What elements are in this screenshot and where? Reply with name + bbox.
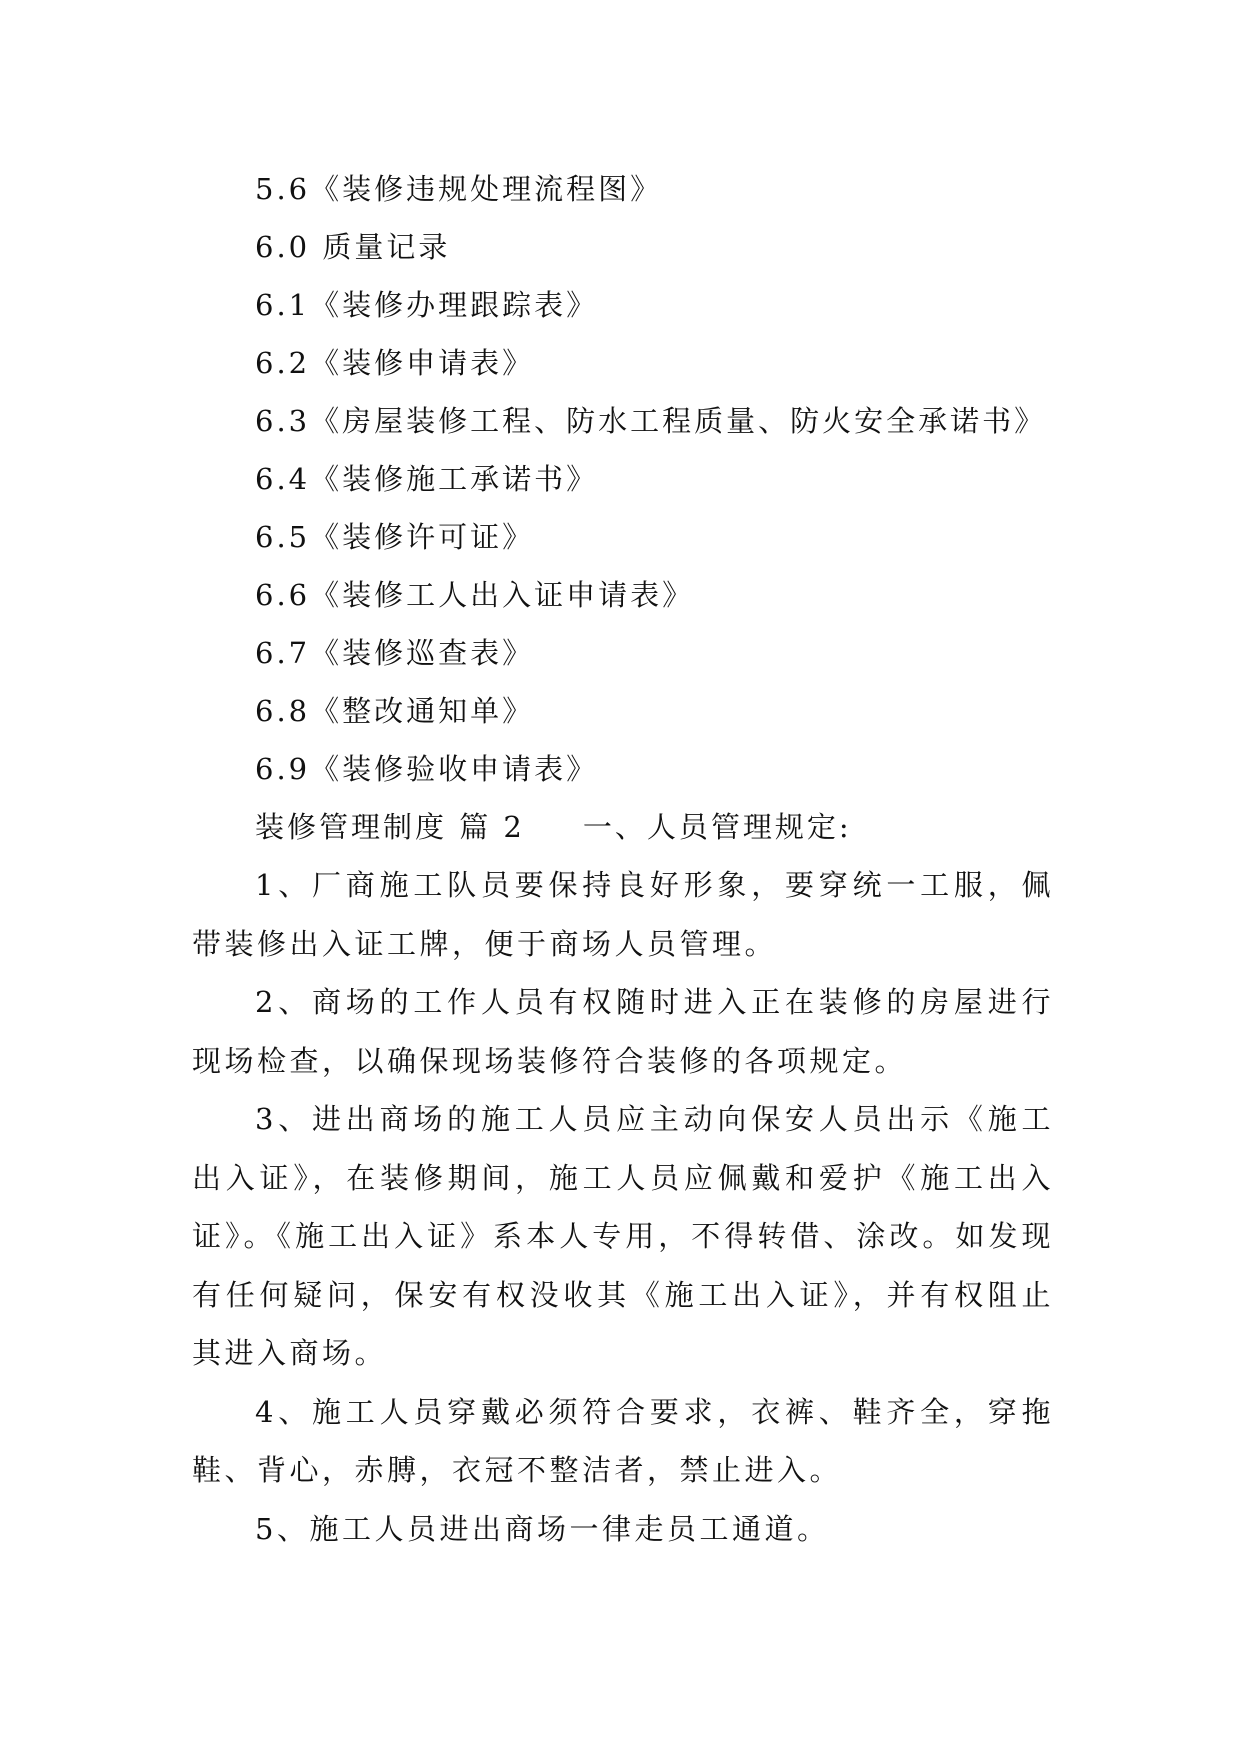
section-heading <box>192 798 1054 856</box>
paragraph: 4、施工人员穿戴必须符合要求，衣裤、鞋齐全，穿拖鞋、背心，赤膊，衣冠不整洁者，禁止进入。 <box>192 1394 1054 1487</box>
list-item: 6.2《装修申请表》 <box>255 346 535 380</box>
list-item: 6.0 质量记录 <box>255 230 451 264</box>
paragraph: 3、进出商场的施工人员应主动向保安人员出示《施工出入证》，在装修期间，施工人员应佩戴和爱护《施工出入证》。《施工出入证》系本人专用，不得转借、涂改。如发现有任何疑问，保安有权没收其《施工出入证》，并有权阻止其进入商场。 <box>192 1102 1054 1370</box>
list-item: 6.1《装修办理跟踪表》 <box>255 288 599 322</box>
section-title: 装修管理制度 篇 2 <box>255 810 525 844</box>
list-item: 5.6《装修违规处理流程图》 <box>255 172 663 206</box>
list-item: 6.6《装修工人出入证申请表》 <box>255 578 695 612</box>
list-item: 6.4《装修施工承诺书》 <box>255 462 599 496</box>
list-item: 6.3《房屋装修工程、防水工程质量、防火安全承诺书》 <box>255 404 1047 438</box>
section-subtitle: 一、人员管理规定: <box>582 810 852 844</box>
list-item: 6.5《装修许可证》 <box>255 520 535 554</box>
document-body <box>192 160 1054 1558</box>
paragraph: 5、施工人员进出商场一律走员工通道。 <box>255 1511 830 1546</box>
list-item: 6.7《装修巡查表》 <box>255 636 535 670</box>
list-item: 6.9《装修验收申请表》 <box>255 752 599 786</box>
paragraph: 2、商场的工作人员有权随时进入正在装修的房屋进行现场检查，以确保现场装修符合装修的各项规定。 <box>192 985 1054 1078</box>
list-item: 6.8《整改通知单》 <box>255 694 535 728</box>
paragraph: 1、厂商施工队员要保持良好形象，要穿统一工服，佩带装修出入证工牌，便于商场人员管理。 <box>192 868 1054 961</box>
